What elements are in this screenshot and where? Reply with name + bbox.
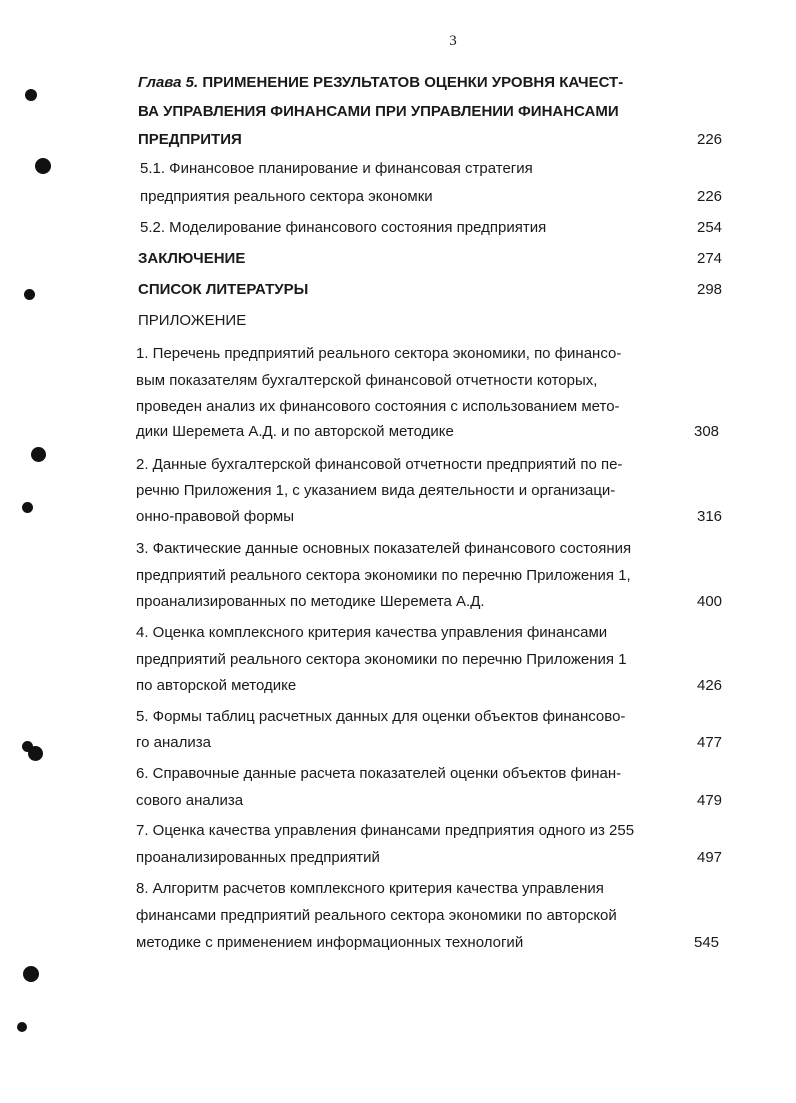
appendix-item-line: проанализированных предприятий <box>136 849 380 866</box>
appendix-item-line: проведен анализ их финансового состояния с использованием мето- <box>136 398 620 415</box>
chapter-page: 226 <box>697 131 723 148</box>
binder-hole-mark <box>28 746 43 761</box>
appendix-item-line: сового анализа <box>136 792 244 809</box>
appendix-item-line: по авторской методике <box>136 677 297 694</box>
appendix-item-page: 497 <box>697 849 723 866</box>
chapter-title-line: ВА УПРАВЛЕНИЯ ФИНАНСАМИ ПРИ УПРАВЛЕНИИ ФИНАНСАМИ <box>138 103 619 120</box>
appendix-item-line: 5. Формы таблиц расчетных данных для оценки объектов финансово- <box>136 708 626 725</box>
appendix-item-line: предприятий реального сектора экономики по перечню Приложения 1 <box>136 651 627 668</box>
page-number: 3 <box>449 33 457 49</box>
appendix-item-line: онно-правовой формы <box>136 508 295 525</box>
appendix-item-line: предприятий реального сектора экономики по перечню Приложения 1, <box>136 567 631 584</box>
appendix-item-line: проанализированных по методике Шеремета А.Д. <box>136 593 485 610</box>
binder-hole-mark <box>22 502 33 513</box>
binder-hole-mark <box>24 289 35 300</box>
conclusion-label: ЗАКЛЮЧЕНИЕ <box>138 250 246 267</box>
conclusion-page: 274 <box>697 250 723 267</box>
binder-hole-mark <box>35 158 51 174</box>
appendix-item-line: финансами предприятий реального сектора экономики по авторской <box>136 907 617 924</box>
appendix-item-line: речню Приложения 1, с указанием вида деятельности и организаци- <box>136 482 616 499</box>
appendix-item-line: 1. Перечень предприятий реального сектора экономики, по финансо- <box>136 345 622 362</box>
appendix-item-line: вым показателям бухгалтерской финансовой отчетности которых, <box>136 372 598 389</box>
appendix-item-line: 8. Алгоритм расчетов комплексного критерия качества управления <box>136 880 604 897</box>
chapter-title-line: ПРЕДПРИТИЯ <box>138 131 242 148</box>
appendix-item-line: го анализа <box>136 734 211 751</box>
binder-hole-mark <box>31 447 46 462</box>
references-page: 298 <box>697 281 723 298</box>
appendix-item-page: 545 <box>694 934 720 951</box>
appendix-item-line: методике с применением информационных технологий <box>136 934 524 951</box>
appendix-item-page: 308 <box>694 423 720 440</box>
references-label: СПИСОК ЛИТЕРАТУРЫ <box>138 281 309 298</box>
appendix-heading: ПРИЛОЖЕНИЕ <box>138 312 247 329</box>
chapter-title-line <box>138 74 623 92</box>
appendix-item-page: 316 <box>697 508 723 525</box>
appendix-item-page: 477 <box>697 734 723 751</box>
chapter-title-text: ПРИМЕНЕНИЕ РЕЗУЛЬТАТОВ ОЦЕНКИ УРОВНЯ КАЧЕСТ- <box>198 74 624 91</box>
section-line: предприятия реального сектора экономки <box>140 188 433 205</box>
appendix-item-line: 4. Оценка комплексного критерия качества управления финансами <box>136 624 608 641</box>
appendix-item-page: 426 <box>697 677 723 694</box>
appendix-item-line: 3. Фактические данные основных показателей финансового состояния <box>136 540 632 557</box>
section-line: 5.1. Финансовое планирование и финансовая стратегия <box>140 160 533 177</box>
binder-hole-mark <box>23 966 39 982</box>
chapter-prefix: Глава 5. <box>138 74 199 91</box>
section-page: 226 <box>697 188 723 205</box>
appendix-item-page: 400 <box>697 593 723 610</box>
appendix-item-line: 6. Справочные данные расчета показателей оценки объектов финан- <box>136 765 622 782</box>
section-page: 254 <box>697 219 723 236</box>
binder-hole-mark <box>17 1022 27 1032</box>
appendix-item-line: 7. Оценка качества управления финансами предприятия одного из 255 <box>136 822 635 839</box>
appendix-item-line: дики Шеремета А.Д. и по авторской методике <box>136 423 454 440</box>
binder-hole-mark <box>25 89 37 101</box>
section-line: 5.2. Моделирование финансового состояния предприятия <box>140 219 547 236</box>
appendix-item-line: 2. Данные бухгалтерской финансовой отчетности предприятий по пе- <box>136 456 623 473</box>
appendix-item-page: 479 <box>697 792 723 809</box>
